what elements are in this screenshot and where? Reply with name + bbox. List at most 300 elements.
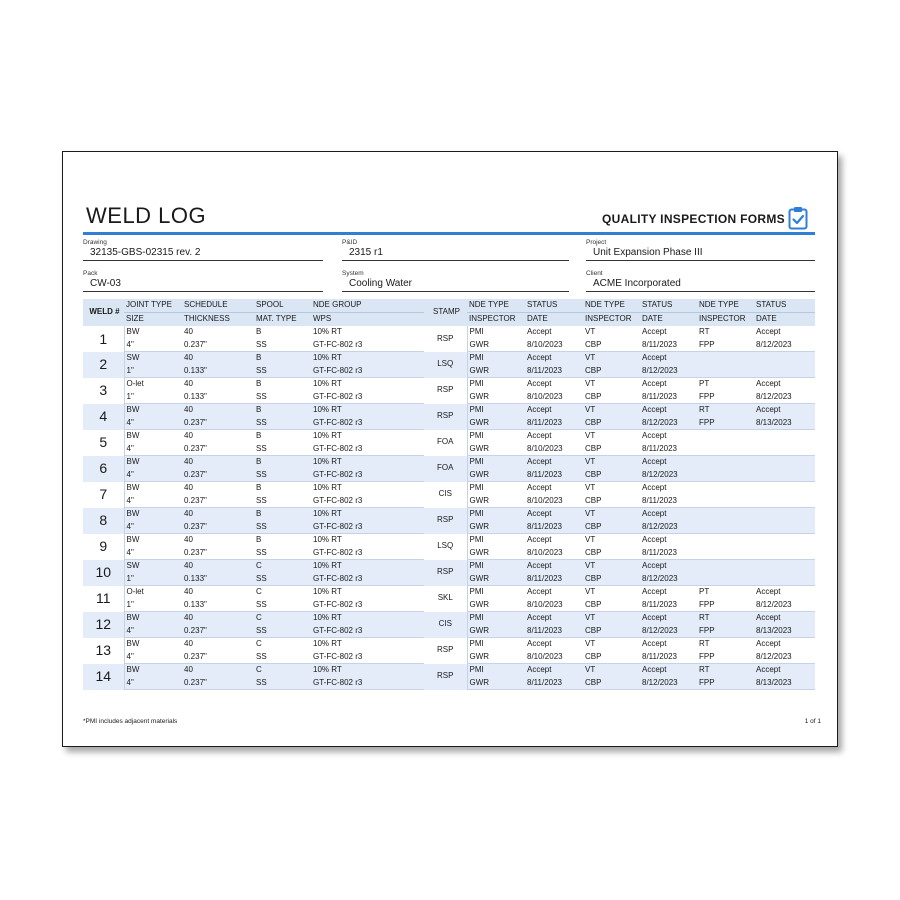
schedule-header: SCHEDULE [182,299,254,313]
status-2-header: STATUS [640,299,697,313]
date-2-cell: 8/12/2023 [640,469,697,482]
nde-type-1-cell: PMI [467,482,525,495]
size-cell: 1" [124,365,182,378]
stamp-cell: RSP [424,404,467,430]
nde-type-2-cell: VT [583,352,640,365]
stamp-cell: RSP [424,508,467,534]
status-2-cell: Accept [640,560,697,573]
mat-type-cell: SS [254,443,311,456]
date-1-cell: 8/10/2023 [525,443,583,456]
joint-type-cell: BW [124,456,182,469]
mat-type-cell: SS [254,651,311,664]
stamp-header: STAMP [424,299,467,326]
drawing-field [83,239,323,261]
status-1-cell: Accept [525,612,583,625]
inspector-3-cell: FPP [697,599,754,612]
system-value: Cooling Water [342,278,569,292]
joint-type-cell: BW [124,482,182,495]
date-1-cell: 8/11/2023 [525,677,583,690]
inspector-3-cell [697,495,754,508]
status-1-cell: Accept [525,404,583,417]
spool-cell: B [254,534,311,547]
inspector-3-cell [697,469,754,482]
inspector-1-cell: GWR [467,339,525,352]
status-1-cell: Accept [525,508,583,521]
stamp-cell: RSP [424,560,467,586]
nde-group-cell: 10% RT [311,586,424,599]
nde-type-3-cell [697,430,754,443]
wps-cell: GT-FC-802 r3 [311,495,424,508]
wps-cell: GT-FC-802 r3 [311,599,424,612]
status-3-cell [754,456,815,469]
date-2-cell: 8/12/2023 [640,365,697,378]
date-2-cell: 8/12/2023 [640,521,697,534]
schedule-cell: 40 [182,404,254,417]
status-1-cell: Accept [525,586,583,599]
date-1-cell: 8/10/2023 [525,495,583,508]
stamp-cell: SKL [424,586,467,612]
schedule-cell: 40 [182,430,254,443]
nde-type-1-cell: PMI [467,612,525,625]
thickness-cell: 0.237" [182,417,254,430]
nde-group-cell: 10% RT [311,638,424,651]
mat-type-cell: SS [254,391,311,404]
size-cell: 4" [124,651,182,664]
weld-number-cell: 3 [83,378,124,404]
wps-cell: GT-FC-802 r3 [311,417,424,430]
date-2-cell: 8/11/2023 [640,599,697,612]
status-3-cell [754,560,815,573]
status-3-cell: Accept [754,378,815,391]
status-3-header: STATUS [754,299,815,313]
joint-type-cell: BW [124,638,182,651]
joint-type-cell: BW [124,534,182,547]
inspector-3-cell: FPP [697,677,754,690]
inspector-1-cell: GWR [467,599,525,612]
nde-type-1-cell: PMI [467,586,525,599]
size-cell: 4" [124,677,182,690]
size-cell: 4" [124,339,182,352]
nde-type-1-cell: PMI [467,430,525,443]
thickness-cell: 0.237" [182,469,254,482]
date-3-cell: 8/12/2023 [754,599,815,612]
drawing-label: Drawing [83,239,107,246]
mat-type-cell: SS [254,417,311,430]
status-2-cell: Accept [640,586,697,599]
inspector-3-cell: FPP [697,339,754,352]
status-2-cell: Accept [640,612,697,625]
nde-type-2-cell: VT [583,664,640,677]
status-3-cell [754,352,815,365]
size-cell: 4" [124,495,182,508]
nde-type-1-cell: PMI [467,404,525,417]
inspector-1-cell: GWR [467,573,525,586]
inspector-2-cell: CBP [583,521,640,534]
date-2-cell: 8/12/2023 [640,677,697,690]
status-1-cell: Accept [525,664,583,677]
thickness-cell: 0.237" [182,677,254,690]
spool-cell: B [254,404,311,417]
wps-cell: GT-FC-802 r3 [311,651,424,664]
weld-number-header: WELD # [83,299,124,326]
date-3-cell: 8/13/2023 [754,677,815,690]
nde-type-2-cell: VT [583,534,640,547]
table-row [83,560,815,573]
thickness-header: THICKNESS [182,313,254,327]
nde-type-3-cell [697,456,754,469]
drawing-value: 32135-GBS-02315 rev. 2 [83,247,323,261]
weld-log-sheet [62,151,838,747]
status-2-cell: Accept [640,638,697,651]
inspector-1-cell: GWR [467,677,525,690]
date-1-cell: 8/10/2023 [525,391,583,404]
footnote: *PMI includes adjacent materials [83,718,178,725]
date-1-cell: 8/11/2023 [525,469,583,482]
size-cell: 4" [124,521,182,534]
status-3-cell: Accept [754,586,815,599]
wps-cell: GT-FC-802 r3 [311,547,424,560]
joint-type-cell: BW [124,326,182,339]
date-3-header: DATE [754,313,815,327]
status-2-cell: Accept [640,664,697,677]
nde-type-3-cell [697,482,754,495]
thickness-cell: 0.237" [182,495,254,508]
inspector-3-cell [697,573,754,586]
inspector-2-cell: CBP [583,443,640,456]
status-2-cell: Accept [640,352,697,365]
inspector-2-header: INSPECTOR [583,313,640,327]
nde-group-cell: 10% RT [311,612,424,625]
nde-type-2-cell: VT [583,482,640,495]
weld-number-cell: 8 [83,508,124,534]
schedule-cell: 40 [182,326,254,339]
joint-type-cell: SW [124,352,182,365]
pid-label: P&ID [342,239,358,246]
date-2-cell: 8/11/2023 [640,495,697,508]
date-1-cell: 8/11/2023 [525,365,583,378]
pack-label: Pack [83,270,98,277]
nde-type-3-cell: RT [697,664,754,677]
nde-type-2-cell: VT [583,404,640,417]
inspector-1-header: INSPECTOR [467,313,525,327]
mat-type-cell: SS [254,495,311,508]
status-1-cell: Accept [525,456,583,469]
nde-type-3-cell: PT [697,586,754,599]
date-1-cell: 8/11/2023 [525,573,583,586]
wps-cell: GT-FC-802 r3 [311,443,424,456]
wps-header: WPS [311,313,424,327]
table-row [83,612,815,625]
inspector-1-cell: GWR [467,625,525,638]
nde-type-2-cell: VT [583,508,640,521]
nde-type-2-header: NDE TYPE [583,299,640,313]
nde-group-cell: 10% RT [311,326,424,339]
thickness-cell: 0.237" [182,547,254,560]
schedule-cell: 40 [182,352,254,365]
nde-type-1-cell: PMI [467,664,525,677]
nde-group-cell: 10% RT [311,482,424,495]
spool-cell: C [254,560,311,573]
weld-log-body [83,326,815,690]
system-field [342,270,569,292]
spool-header: SPOOL [254,299,311,313]
weld-number-cell: 12 [83,612,124,638]
inspector-1-cell: GWR [467,365,525,378]
status-3-cell: Accept [754,638,815,651]
mat-type-cell: SS [254,521,311,534]
date-3-cell: 8/12/2023 [754,391,815,404]
spool-cell: B [254,482,311,495]
joint-type-cell: BW [124,508,182,521]
nde-type-2-cell: VT [583,638,640,651]
date-1-cell: 8/11/2023 [525,625,583,638]
weld-number-cell: 11 [83,586,124,612]
inspector-2-cell: CBP [583,391,640,404]
inspector-2-cell: CBP [583,573,640,586]
weld-number-cell: 4 [83,404,124,430]
nde-group-cell: 10% RT [311,404,424,417]
spool-cell: B [254,378,311,391]
status-3-cell [754,482,815,495]
inspector-1-cell: GWR [467,495,525,508]
nde-type-1-cell: PMI [467,378,525,391]
status-1-cell: Accept [525,430,583,443]
stamp-cell: LSQ [424,352,467,378]
status-3-cell: Accept [754,404,815,417]
date-1-cell: 8/11/2023 [525,521,583,534]
table-row [83,586,815,599]
date-3-cell: 8/12/2023 [754,651,815,664]
nde-type-2-cell: VT [583,430,640,443]
nde-group-cell: 10% RT [311,534,424,547]
joint-type-cell: O-let [124,378,182,391]
schedule-cell: 40 [182,612,254,625]
status-2-cell: Accept [640,378,697,391]
inspector-3-cell: FPP [697,651,754,664]
stamp-cell: RSP [424,664,467,690]
joint-type-cell: O-let [124,586,182,599]
size-cell: 4" [124,443,182,456]
weld-number-cell: 9 [83,534,124,560]
mat-type-cell: SS [254,573,311,586]
nde-type-2-cell: VT [583,612,640,625]
nde-type-1-cell: PMI [467,534,525,547]
status-2-cell: Accept [640,456,697,469]
size-cell: 4" [124,547,182,560]
spool-cell: B [254,430,311,443]
schedule-cell: 40 [182,482,254,495]
date-2-cell: 8/11/2023 [640,547,697,560]
stamp-cell: RSP [424,638,467,664]
schedule-cell: 40 [182,456,254,469]
inspector-3-cell [697,547,754,560]
inspector-2-cell: CBP [583,625,640,638]
inspector-2-cell: CBP [583,651,640,664]
status-3-cell [754,430,815,443]
mat-type-cell: SS [254,599,311,612]
status-1-cell: Accept [525,326,583,339]
schedule-cell: 40 [182,638,254,651]
status-1-cell: Accept [525,638,583,651]
date-1-cell: 8/11/2023 [525,417,583,430]
nde-type-3-cell: RT [697,638,754,651]
status-3-cell [754,508,815,521]
stamp-cell: RSP [424,378,467,404]
date-1-cell: 8/10/2023 [525,547,583,560]
thickness-cell: 0.133" [182,599,254,612]
weld-number-cell: 13 [83,638,124,664]
thickness-cell: 0.133" [182,365,254,378]
table-row [83,638,815,651]
joint-type-header: JOINT TYPE [124,299,182,313]
inspector-1-cell: GWR [467,651,525,664]
mat-type-cell: SS [254,625,311,638]
client-value: ACME Incorporated [586,278,815,292]
stamp-cell: FOA [424,430,467,456]
client-field [586,270,815,292]
date-1-cell: 8/10/2023 [525,599,583,612]
date-2-cell: 8/11/2023 [640,443,697,456]
inspector-1-cell: GWR [467,443,525,456]
inspector-1-cell: GWR [467,469,525,482]
thickness-cell: 0.237" [182,339,254,352]
joint-type-cell: BW [124,664,182,677]
inspector-3-cell [697,365,754,378]
page-title: WELD LOG [86,203,207,228]
schedule-cell: 40 [182,378,254,391]
wps-cell: GT-FC-802 r3 [311,573,424,586]
inspector-2-cell: CBP [583,495,640,508]
table-row [83,326,815,339]
size-cell: 1" [124,599,182,612]
table-row [83,508,815,521]
weld-log-table [83,299,815,690]
date-3-cell [754,521,815,534]
date-3-cell [754,469,815,482]
header-rule [83,232,815,235]
inspector-3-cell [697,521,754,534]
weld-number-cell: 7 [83,482,124,508]
size-cell: 4" [124,625,182,638]
date-3-cell [754,495,815,508]
mat-type-cell: SS [254,469,311,482]
inspector-2-cell: CBP [583,677,640,690]
status-2-cell: Accept [640,482,697,495]
mat-type-cell: SS [254,339,311,352]
nde-type-1-cell: PMI [467,560,525,573]
project-field [586,239,815,261]
status-2-cell: Accept [640,404,697,417]
stamp-cell: RSP [424,326,467,352]
date-2-cell: 8/12/2023 [640,625,697,638]
nde-type-3-cell: RT [697,612,754,625]
inspector-2-cell: CBP [583,547,640,560]
weld-number-cell: 6 [83,456,124,482]
nde-type-1-cell: PMI [467,638,525,651]
nde-group-cell: 10% RT [311,664,424,677]
date-2-header: DATE [640,313,697,327]
spool-cell: B [254,326,311,339]
joint-type-cell: SW [124,560,182,573]
stamp-cell: CIS [424,612,467,638]
date-3-cell [754,443,815,456]
thickness-cell: 0.237" [182,651,254,664]
table-row [83,482,815,495]
mat-type-cell: SS [254,677,311,690]
date-2-cell: 8/12/2023 [640,573,697,586]
project-value: Unit Expansion Phase III [586,247,815,261]
nde-type-3-header: NDE TYPE [697,299,754,313]
weld-number-cell: 14 [83,664,124,690]
nde-type-2-cell: VT [583,560,640,573]
schedule-cell: 40 [182,664,254,677]
nde-group-cell: 10% RT [311,352,424,365]
nde-type-1-cell: PMI [467,326,525,339]
spool-cell: C [254,638,311,651]
schedule-cell: 40 [182,586,254,599]
status-3-cell: Accept [754,326,815,339]
date-2-cell: 8/11/2023 [640,651,697,664]
size-header: SIZE [124,313,182,327]
inspector-3-header: INSPECTOR [697,313,754,327]
table-row [83,378,815,391]
nde-type-2-cell: VT [583,456,640,469]
status-2-cell: Accept [640,534,697,547]
status-2-cell: Accept [640,326,697,339]
nde-type-2-cell: VT [583,586,640,599]
date-2-cell: 8/11/2023 [640,391,697,404]
weld-number-cell: 2 [83,352,124,378]
stamp-cell: LSQ [424,534,467,560]
table-row [83,352,815,365]
nde-group-cell: 10% RT [311,430,424,443]
spool-cell: B [254,352,311,365]
status-1-cell: Accept [525,352,583,365]
nde-type-3-cell: RT [697,326,754,339]
system-label: System [342,270,364,277]
joint-type-cell: BW [124,404,182,417]
schedule-cell: 40 [182,534,254,547]
size-cell: 4" [124,469,182,482]
spool-cell: B [254,456,311,469]
status-2-cell: Accept [640,430,697,443]
inspector-2-cell: CBP [583,599,640,612]
thickness-cell: 0.237" [182,443,254,456]
nde-group-cell: 10% RT [311,456,424,469]
weld-number-cell: 1 [83,326,124,352]
nde-type-3-cell [697,560,754,573]
wps-cell: GT-FC-802 r3 [311,365,424,378]
mat-type-header: MAT. TYPE [254,313,311,327]
wps-cell: GT-FC-802 r3 [311,469,424,482]
inspector-3-cell: FPP [697,391,754,404]
date-3-cell: 8/13/2023 [754,625,815,638]
status-1-cell: Accept [525,482,583,495]
stamp-cell: FOA [424,456,467,482]
schedule-cell: 40 [182,508,254,521]
mat-type-cell: SS [254,365,311,378]
pack-value: CW-03 [83,278,323,292]
table-row [83,430,815,443]
nde-type-1-header: NDE TYPE [467,299,525,313]
inspector-3-cell [697,443,754,456]
nde-group-cell: 10% RT [311,560,424,573]
status-3-cell [754,534,815,547]
nde-type-3-cell [697,508,754,521]
joint-type-cell: BW [124,430,182,443]
size-cell: 1" [124,573,182,586]
date-2-cell: 8/11/2023 [640,339,697,352]
